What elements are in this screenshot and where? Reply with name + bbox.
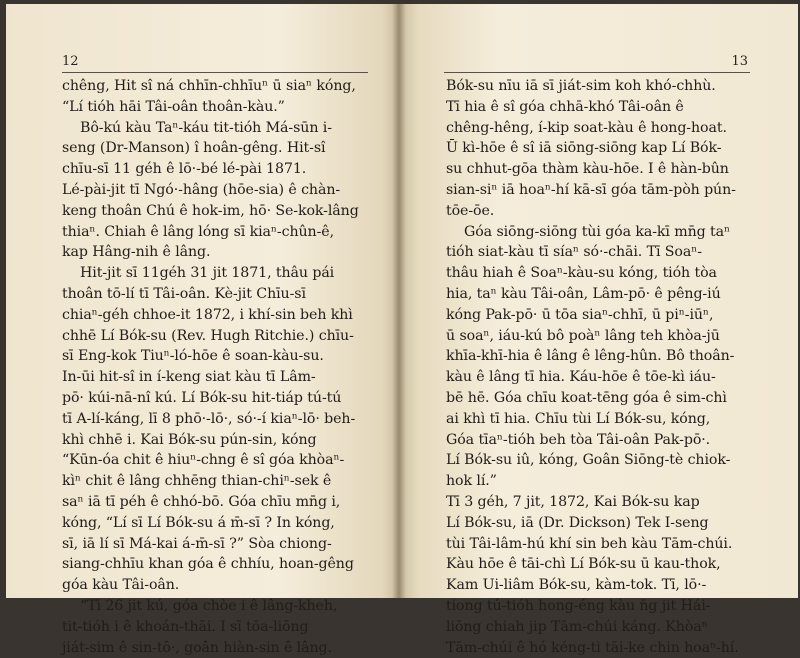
text-line: Góa siōng-siōng tùi góa ka-kī mn̄g taⁿ [464, 223, 731, 240]
text-line: hok lí.” [446, 473, 497, 490]
text-line: chêng-hêng, í-kip soat-kàu ê hong-hoat. [446, 119, 727, 136]
text-line: chhē Lí Bók-su (Rev. Hugh Ritchie.) chīu- [62, 327, 354, 344]
text-line: tī A-lí-káng, lī 8 phō·-lō·, só·-í kiaⁿ-lō· beh- [62, 410, 356, 427]
right-page-text [446, 76, 764, 658]
text-line: khì chhē i. Kai Bók-su pún-sin, kóng [62, 431, 317, 448]
header-rule-left [62, 72, 368, 73]
text-line: seng (Dr-Manson) î hoân-gêng. Hit-sî [62, 140, 326, 157]
text-line: góa kàu Tâi-oân. [62, 577, 180, 594]
text-line: Bô-kú kàu Taⁿ-káu tit-tióh Má-sūn i- [80, 119, 332, 136]
text-line: Lé-pài-jit tī Ngó·-hâng (hōe-sia) ê chàn- [62, 181, 341, 198]
text-line: kàu ê lâng tī hia. Káu-hōe ê tōe-kì iáu- [446, 369, 716, 386]
left-page [6, 4, 398, 656]
text-line: “Tī 26 jit kú, góa chòe i ê lâng-kheh, [80, 597, 338, 614]
book-spread [6, 4, 798, 656]
text-line: Tām-chúi ê hó kéng-tì tāi-ke chin hoaⁿ-hí. [446, 639, 739, 656]
text-line: tióh siat-kàu tī síaⁿ só·-chāi. Tī Soaⁿ- [446, 244, 702, 261]
text-line: bē hē. Góa chīu koat-tēng góa ê sim-chì [446, 389, 727, 406]
text-line: Tī hia ê sî góa chhā-khó Tâi-oân ê [446, 98, 684, 115]
text-line: sī Eng-kok Tiuⁿ-ló-hōe ê soan-kàu-su. [62, 348, 324, 365]
text-line: Lí Bók-su iû, kóng, Goân Siōng-tè chiok- [446, 452, 731, 469]
text-line: Hit-jit sī 11géh 31 jit 1871, thâu pái [80, 265, 335, 282]
text-line: Tī 3 géh, 7 jit, 1872, Kai Bók-su kap [446, 493, 700, 510]
text-line: keng thoân Chú ê hok-im, hō· Se-kok-lâng [62, 202, 359, 219]
text-line: Kam Ui-liâm Bók-su, kàm-tok. Tī, lō·- [446, 577, 707, 594]
page-number-left: 12 [62, 54, 79, 69]
text-line: thâu hiah ê Soaⁿ-kàu-su kóng, tióh tòa [446, 265, 717, 282]
text-line: thoân tō-lí tī Tâi-oân. Kè-jit Chīu-sī [62, 285, 306, 302]
text-line: siang-chhīu khan góa ê chhíu, hoan-gêng [62, 556, 354, 573]
text-line: su chhut-gōa thàm kàu-hōe. I ê hàn-bûn [446, 161, 729, 178]
text-line: liōng chiah jip Tām-chúi káng. Khòaⁿ [446, 618, 708, 635]
text-line: Ū kì-hōe ê sî iā siōng-siōng kap Lí Bók- [446, 140, 722, 157]
text-line: kìⁿ chit ê lâng chhēng thian-chiⁿ-sek ê [62, 473, 332, 490]
text-line: kap Hâng-nih ê lâng. [62, 244, 211, 261]
text-line: tiong tú-tióh hong-éng kàu n̄g jit Hái- [446, 597, 711, 614]
text-line: Bók-su nīu iā sī jiát-sim koh khó-chhù. [446, 78, 716, 94]
text-line: chīu-sī 11 géh ê lō·-bé lé-pài 1871. [62, 161, 307, 178]
header-rule-right [444, 72, 750, 73]
text-line: pō· kúi-nā-nî kú. Lí Bók-su hit-tiáp tú-tú [62, 389, 342, 406]
text-line: Góa tīaⁿ-tióh beh tòa Tâi-oân Pak-pō·. [446, 431, 711, 448]
text-line: sian-siⁿ iā hoaⁿ-hí kā-sī góa tām-pòh pún- [446, 181, 736, 198]
text-line: sī, iā lí sī Má-kai á-m̄-sī ?” Sòa chiong- [62, 535, 332, 552]
text-line: tōe-ōe. [446, 202, 495, 219]
text-line: khīa-khī-hia ê lâng ê lêng-hûn. Bô thoân- [446, 348, 735, 365]
page-number-right: 13 [731, 54, 748, 69]
text-line: chêng, Hit sî ná chhīn-chhīuⁿ ū siaⁿ kóng, [62, 78, 356, 94]
text-line: In-ūi hit-sî in í-keng siat kàu tī Lâm- [62, 369, 316, 386]
text-line: jiát-sim ê sin-tô·, goân hiàn-sin ê lâng. [62, 639, 332, 656]
text-line: kóng Pak-pō· ū tōa siaⁿ-chhī, ū piⁿ-iūⁿ, [446, 306, 714, 323]
left-page-text [62, 76, 374, 658]
book-gutter [392, 4, 406, 598]
text-line: saⁿ iā tī péh ê chhó-bō. Góa chīu mn̄g i, [62, 493, 341, 510]
text-line: “Kūn-óa chit ê hiuⁿ-chng ê sî góa khòaⁿ- [62, 452, 345, 469]
text-line: kóng, “Lí sī Lí Bók-su á m̄-sī ? In kóng, [62, 514, 335, 531]
right-page [398, 4, 798, 656]
text-line: tùi Tâi-lâm-hú khí sin beh kàu Tām-chúi. [446, 535, 733, 552]
text-line: Kàu hōe ê tāi-chì Lí Bók-su ū kau-thok, [446, 556, 721, 573]
text-line: ai khì tī hia. Chīu tùi Lí Bók-su, kóng, [446, 410, 711, 427]
text-line: hia, taⁿ kàu Tâi-oân, Lâm-pō· ê pêng-iú [446, 285, 721, 302]
text-line: chiaⁿ-géh chhoe-it 1872, i khí-sin beh khì [62, 306, 353, 323]
text-line: “Lí tióh hāi Tâi-oân thoân-kàu.” [62, 98, 285, 115]
text-line: ū soaⁿ, iáu-kú bô poàⁿ lâng teh khòa-jū [446, 327, 720, 344]
text-line: Lí Bók-su, iā (Dr. Dickson) Tek I-seng [446, 514, 709, 531]
text-line: thiaⁿ. Chiah ê lâng lóng sī kiaⁿ-chûn-ê, [62, 223, 334, 240]
text-line: tit-tióh i ê khoán-thāi. I sī tōa-liōng [62, 618, 309, 635]
